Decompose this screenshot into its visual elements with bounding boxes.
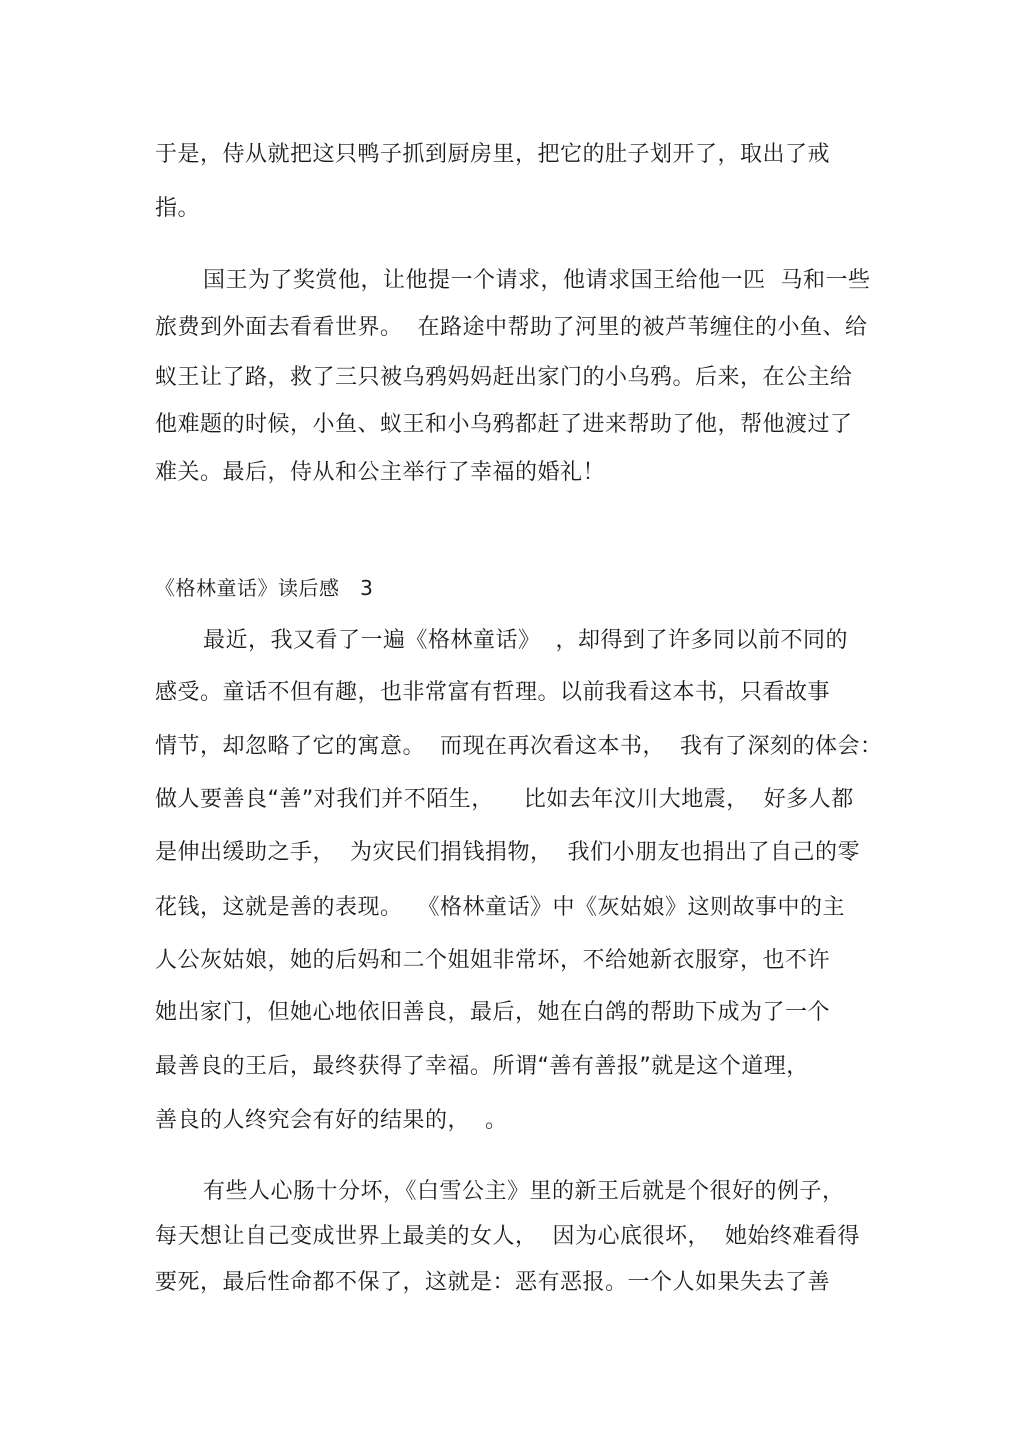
paragraph-3-line-1: 最近，我又看了一遍《格林童话》 ，却得到了许多同以前不同的: [203, 628, 848, 653]
paragraph-2-line-1: 国王为了奖赏他，让他提一个请求，他请求国王给他一匹 马和一些: [203, 268, 871, 293]
paragraph-2-line-3: 蚁王让了路，救了三只被乌鸦妈妈赶出家门的小乌鸦。后来，在公主给: [155, 365, 853, 390]
paragraph-1-line-2: 指。: [155, 196, 201, 221]
section-heading: 《格林童话》读后感 3: [155, 576, 374, 600]
paragraph-3-line-9: 最善良的王后，最终获得了幸福。所谓“善有善报”就是这个道理，: [155, 1054, 809, 1079]
paragraph-3-line-8: 她出家门，但她心地依旧善良，最后，她在白鸽的帮助下成为了一个: [155, 1000, 831, 1025]
paragraph-2-line-2: 旅费到外面去看看世界。 在路途中帮助了河里的被芦苇缠住的小鱼、给: [155, 315, 868, 340]
paragraph-3-line-7: 人公灰姑娘，她的后妈和二个姐姐非常坏，不给她新衣服穿，也不许: [155, 948, 831, 973]
paragraph-2-line-5: 难关。最后，侍从和公主举行了幸福的婚礼！: [155, 460, 606, 485]
paragraph-3-line-6: 花钱，这就是善的表现。 《格林童话》中《灰姑娘》这则故事中的主: [155, 895, 845, 920]
paragraph-4-line-1: 有些人心肠十分坏，《白雪公主》里的新王后就是个很好的例子，: [203, 1179, 845, 1204]
paragraph-3-line-4: 做人要善良“善”对我们并不陌生， 比如去年汶川大地震， 好多人都: [155, 787, 854, 812]
paragraph-3-line-2: 感受。童话不但有趣，也非常富有哲理。以前我看这本书，只看故事: [155, 680, 831, 705]
paragraph-4-line-2: 每天想让自己变成世界上最美的女人， 因为心底很坏， 她始终难看得: [155, 1224, 860, 1249]
paragraph-3-line-10: 善良的人终究会有好的结果的， 。: [155, 1108, 508, 1133]
paragraph-3-line-5: 是伸出缓助之手， 为灾民们捐钱捐物， 我们小朋友也捐出了自己的零: [155, 840, 860, 865]
paragraph-1-line-1: 于是，侍从就把这只鸭子抓到厨房里，把它的肚子划开了，取出了戒: [155, 142, 831, 167]
paragraph-3-line-3: 情节，却忽略了它的寓意。 而现在再次看这本书， 我有了深刻的体会：: [155, 734, 883, 759]
paragraph-4-line-3: 要死，最后性命都不保了，这就是：恶有恶报。一个人如果失去了善: [155, 1270, 831, 1295]
paragraph-2-line-4: 他难题的时候，小鱼、蚁王和小乌鸦都赶了进来帮助了他，帮他渡过了: [155, 412, 853, 437]
